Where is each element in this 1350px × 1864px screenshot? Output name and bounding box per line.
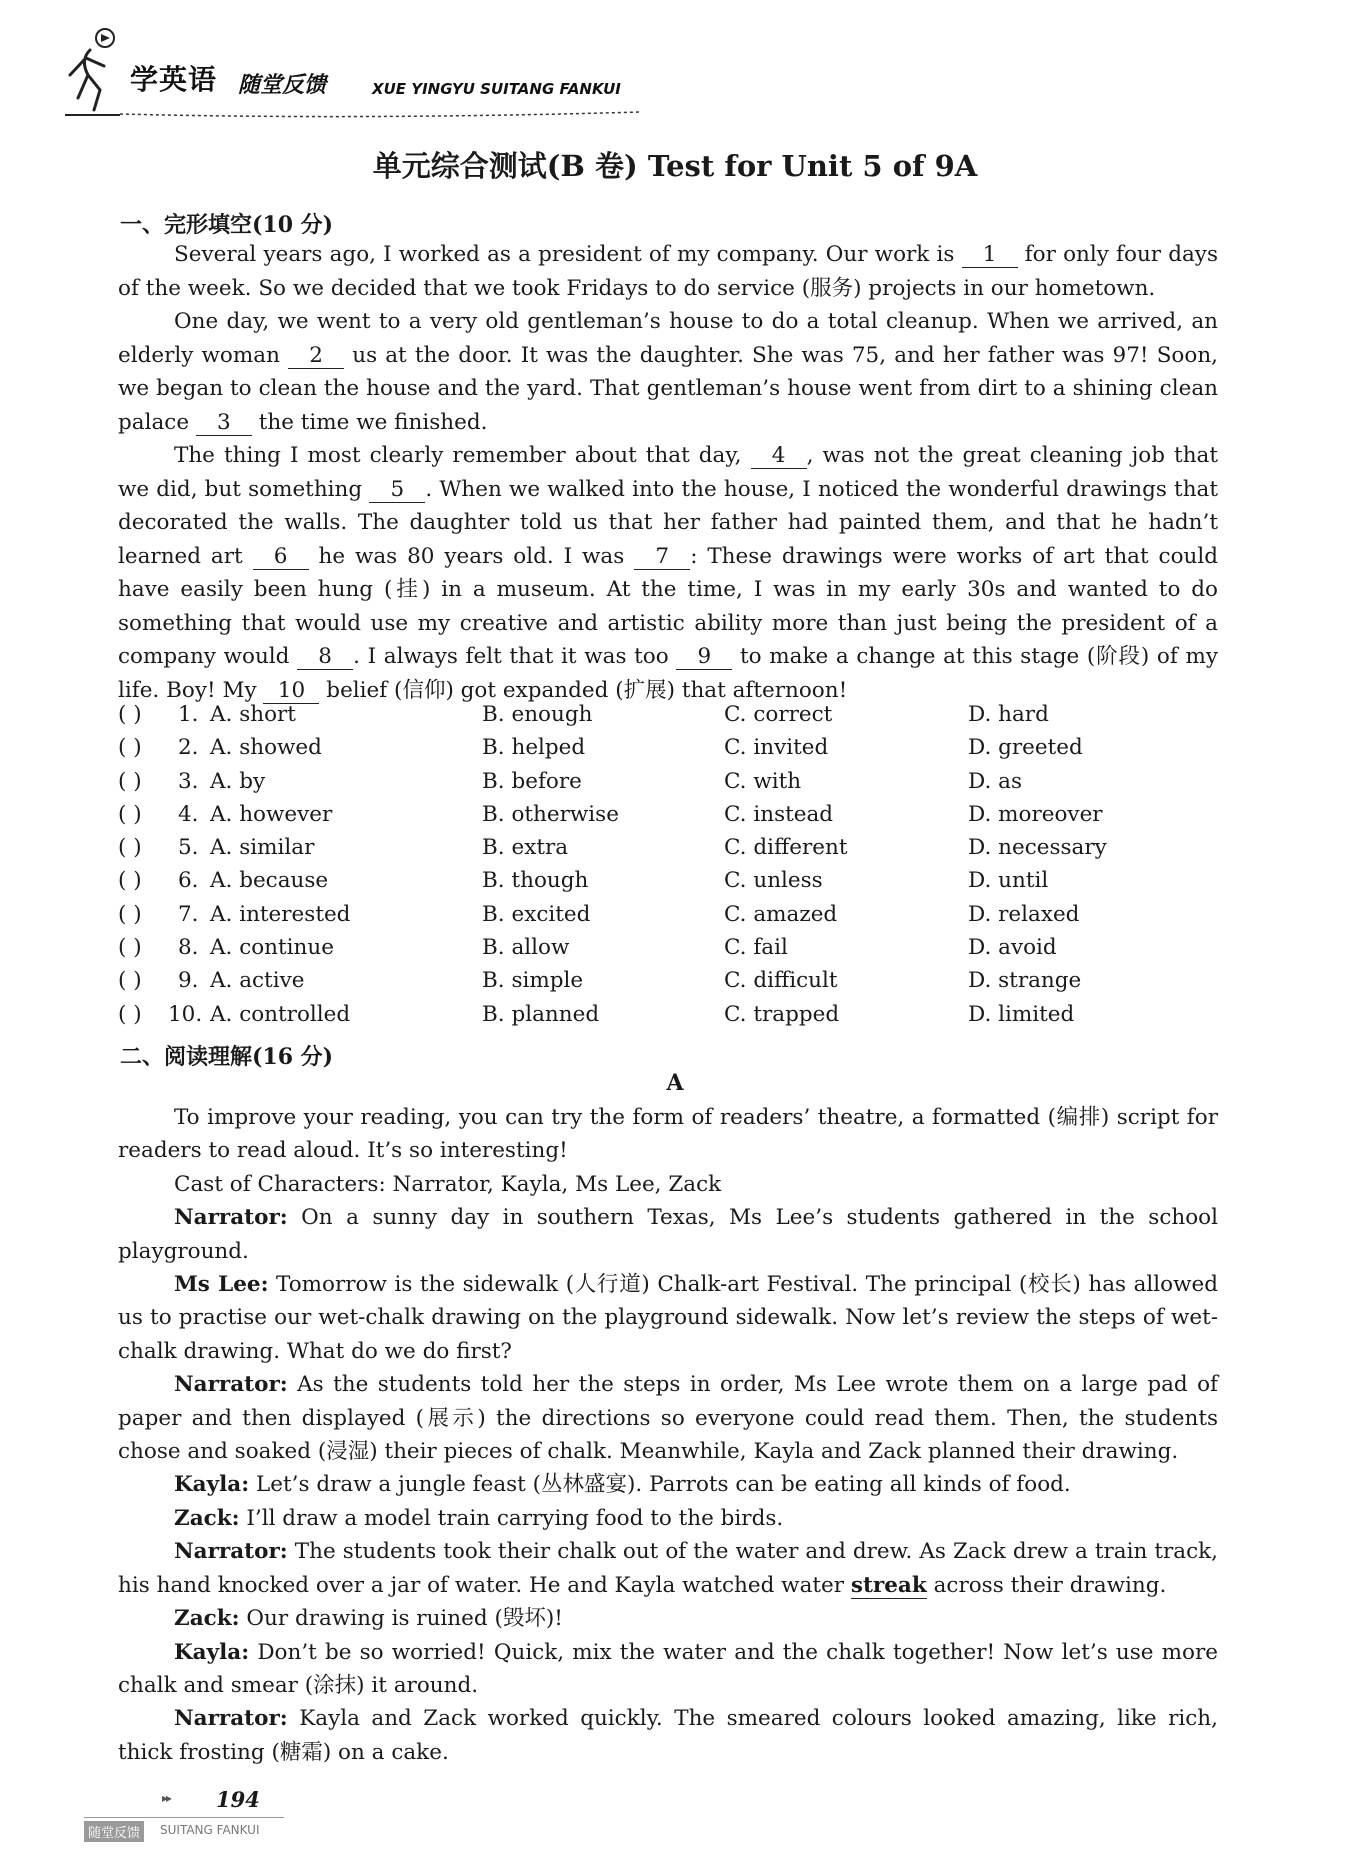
blank-1: 1 (962, 243, 1018, 268)
speaker: Zack: (174, 1505, 240, 1531)
option-row-10: ( ) 10. A. controlled B. planned C. trapped D. limited (118, 1001, 1075, 1027)
brand-en-subtitle: XUE YINGYU SUITANG FANKUI (372, 80, 621, 98)
blank-7: 7 (634, 545, 690, 570)
option-row-1: ( ) 1. A. short B. enough C. correct D. hard (118, 702, 1049, 727)
section-heading-cloze: 一、完形填空(10 分) (120, 212, 334, 238)
reading-passage-a (118, 1101, 1218, 1769)
script-line: Kayla: Let’s draw a jungle feast (丛林盛宴). Parrots can be eating all kinds of food. (174, 1472, 1071, 1498)
script-line: Ms Lee: Tomorrow is the sidewalk (人行道) Chalk-art Festival. The principal (校长) has allowed us to practise our wet-chalk drawing on the playground sidewalk. Now let’s review the steps of wet-chalk drawing. What do we do first? (118, 1272, 1218, 1364)
answer-paren[interactable]: ( ) (118, 935, 142, 961)
option-row-8: ( ) 8. A. continue B. allow C. fail D. avoid (118, 935, 1057, 961)
blank-9: 9 (676, 645, 732, 670)
blank-2: 2 (288, 344, 344, 369)
script-line: Narrator: On a sunny day in southern Texas, Ms Lee’s students gathered in the school playground. (118, 1205, 1218, 1264)
page-footer (80, 1785, 380, 1855)
option-row-5: ( ) 5. A. similar B. extra C. different D. necessary (118, 835, 1107, 861)
arrow-icon: ▸▸ (162, 1791, 171, 1805)
page-number: 194 (216, 1787, 260, 1812)
speaker: Narrator: (174, 1706, 288, 1732)
page-header (60, 20, 660, 120)
answer-paren[interactable]: ( ) (118, 768, 142, 794)
script-line: Zack: Our drawing is ruined (毁坏)! (174, 1606, 563, 1632)
answer-paren[interactable]: ( ) (118, 735, 142, 761)
answer-paren[interactable]: ( ) (118, 1001, 142, 1027)
speaker: Ms Lee: (174, 1272, 269, 1298)
cloze-paragraph: The thing I most clearly remember about that day, 4 , was not the great cleaning job that we did, but something 5 . When we walked into the house, I noticed the wonderful drawings that decorated the walls. The daughter told us that her father had painted them, and that he hadn’t learned art 6 he was 80 years old. I was 7 : These drawings were works of art that could have easily been hung (挂) in a museum. At the time, I was in my early 30s and wanted to do something that would use my creative and artistic ability more than just being the president of a company would 8 . I always felt that it was too 9 to make a change at this stage (阶段) of my life. Boy! My 10 belief (信仰) got expanded (扩展) that afternoon! (118, 443, 1219, 703)
answer-paren[interactable]: ( ) (118, 901, 142, 927)
answer-paren[interactable]: ( ) (118, 702, 142, 727)
script-line: Zack: I’ll draw a model train carrying food to the birds. (174, 1505, 784, 1531)
speaker: Zack: (174, 1606, 240, 1632)
underlined-word: streak (850, 1572, 927, 1598)
script-line: Narrator: As the students told her the steps in order, Ms Lee wrote them on a large pad of paper and then displayed (展示) the directions so everyone could read them. Then, the students chose and soaked (浸湿) their pieces of chalk. Meanwhile, Kayla and Zack planned their drawing. (118, 1372, 1218, 1465)
blank-4: 4 (751, 444, 807, 469)
speaker: Narrator: (174, 1205, 288, 1231)
script-line: Kayla: Don’t be so worried! Quick, mix the water and the chalk together! Now let’s use more chalk and smear (涂抹) it around. (118, 1639, 1218, 1698)
answer-paren[interactable]: ( ) (118, 835, 142, 861)
section-heading-reading: 二、阅读理解(16 分) (120, 1044, 334, 1070)
blank-8: 8 (297, 645, 353, 670)
answer-paren[interactable]: ( ) (118, 968, 142, 994)
blank-6: 6 (253, 545, 309, 570)
speaker: Kayla: (174, 1472, 250, 1498)
passage-label: A (666, 1070, 684, 1096)
cast-line: Cast of Characters: Narrator, Kayla, Ms Lee, Zack (174, 1171, 722, 1197)
footer-label-cn: 随堂反馈 (84, 1821, 144, 1842)
footer-divider (84, 1817, 284, 1818)
cloze-paragraph: Several years ago, I worked as a president of my company. Our work is 1 for only four days of the week. So we decided that we took Fridays to do service (服务) projects in our hometown. (118, 242, 1218, 301)
option-row-9: ( ) 9. A. active B. simple C. difficult D. strange (118, 968, 1082, 994)
footer-label-en: SUITANG FANKUI (160, 1823, 260, 1837)
speaker: Kayla: (174, 1639, 250, 1665)
script-line: Narrator: The students took their chalk out of the water and drew. As Zack drew a train track, his hand knocked over a jar of water. He and Kayla watched water streak across their drawing. (118, 1539, 1218, 1598)
brand-cn-title: 学英语 (130, 63, 218, 96)
answer-paren[interactable]: ( ) (118, 801, 142, 827)
speaker: Narrator: (174, 1372, 288, 1398)
option-row-3: ( ) 3. A. by B. before C. with D. as (118, 768, 1022, 794)
option-row-7: ( ) 7. A. interested B. excited C. amazed D. relaxed (118, 901, 1080, 927)
speaker: Narrator: (174, 1539, 288, 1565)
passage-intro: To improve your reading, you can try the form of readers’ theatre, a formatted (编排) script for readers to read aloud. It’s so interesting! (118, 1105, 1218, 1164)
option-row-2: ( ) 2. A. showed B. helped C. invited D. greeted (118, 735, 1083, 761)
blank-5: 5 (369, 478, 425, 503)
option-row-4: ( ) 4. A. however B. otherwise C. instead D. moreover (118, 801, 1103, 827)
page-title: 单元综合测试(B 卷) Test for Unit 5 of 9A (372, 149, 978, 183)
option-row-6: ( ) 6. A. because B. though C. unless D. until (118, 868, 1049, 894)
answer-paren[interactable]: ( ) (118, 868, 142, 894)
brand-cn-subtitle: 随堂反馈 (238, 73, 327, 98)
blank-10: 10 (263, 679, 319, 704)
blank-3: 3 (196, 411, 252, 436)
cloze-options (118, 702, 1238, 1035)
script-line: Narrator: Kayla and Zack worked quickly. The smeared colours looked amazing, like rich, thick frosting (糖霜) on a cake. (118, 1706, 1218, 1765)
cloze-paragraph: One day, we went to a very old gentleman’s house to do a total cleanup. When we arrived, an elderly woman 2 us at the door. It was the daughter. She was 75, and her father was 97! Soon, we began to clean the house and the yard. That gentleman’s house went from dirt to a shining clean palace 3 the time we finished. (118, 309, 1218, 435)
cloze-passage (118, 238, 1218, 707)
